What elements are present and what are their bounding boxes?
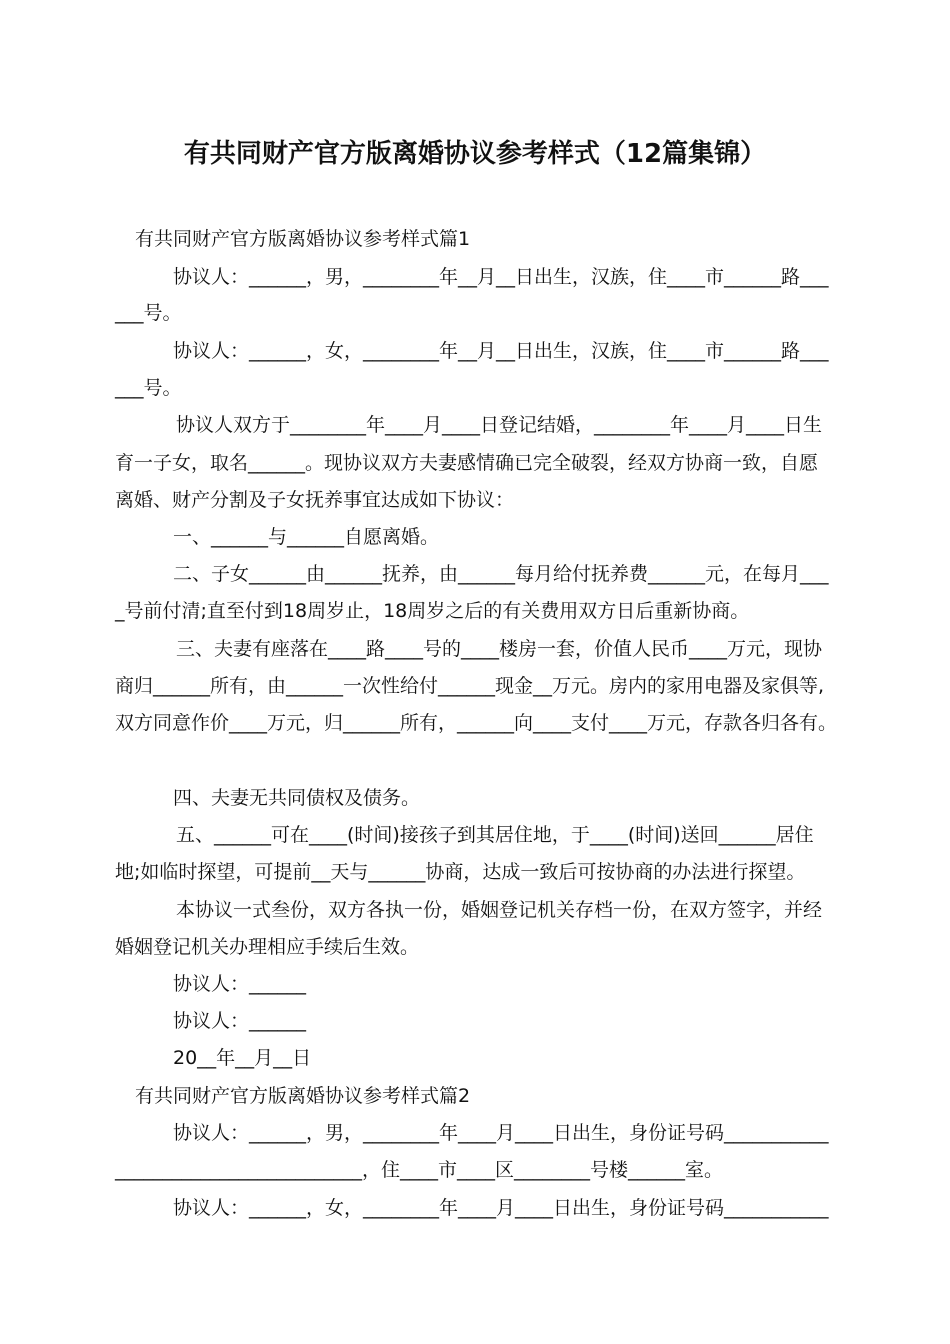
s1-item2-line2: _号前付清;直至付到18周岁止，18周岁之后的有关费用双方日后重新协商。	[115, 600, 750, 622]
s1-item1: 一、______与______自愿离婚。	[173, 526, 440, 548]
s1-date: 20__年__月__日	[173, 1047, 312, 1069]
s1-item5-line2: 地;如临时探望，可提前__天与______协商，达成一致后可按协商的办法进行探望。	[115, 861, 806, 883]
s1-intro-line1: 协议人双方于________年____月____日登记结婚，________年____月____日生	[176, 414, 823, 436]
s2-party1-line1: 协议人：______，男，________年____月____日出生，身份证号码___________	[173, 1122, 829, 1144]
s1-intro-line3: 离婚、财产分割及子女抚养事宜达成如下协议：	[115, 489, 515, 511]
s1-item3-line1: 三、夫妻有座落在____路____号的____楼房一套，价值人民币____万元，现协	[176, 638, 823, 660]
s1-item5-line1: 五、______可在____(时间)接孩子到其居住地，于____(时间)送回______居住	[176, 824, 814, 846]
s1-intro-line2: 育一子女，取名______。现协议双方夫妻感情确已完全破裂，经双方协商一致，自愿	[115, 452, 819, 474]
s1-item4: 四、夫妻无共同债权及债务。	[173, 787, 421, 809]
s1-item3-line3: 双方同意作价____万元，归______所有，______向____支付____万元，存款各归各有。	[115, 712, 838, 734]
section1-heading: 有共同财产官方版离婚协议参考样式篇1	[135, 228, 471, 250]
section2-heading: 有共同财产官方版离婚协议参考样式篇2	[135, 1085, 471, 1107]
s2-party1-line2: __________________________，住____市____区________号楼______室。	[115, 1159, 724, 1181]
s1-party1-line1: 协议人：______，男，________年__月__日出生，汉族，住____市______路___	[173, 266, 829, 288]
s1-party2-line1: 协议人：______，女，________年__月__日出生，汉族，住____市______路___	[173, 340, 829, 362]
s1-closing-line1: 本协议一式叁份，双方各执一份，婚姻登记机关存档一份，在双方签字，并经	[176, 899, 823, 921]
s1-item2-line1: 二、子女______由______抚养，由______每月给付抚养费______元，在每月___	[173, 563, 829, 585]
s1-closing-line2: 婚姻登记机关办理相应手续后生效。	[115, 936, 420, 958]
s1-party2-line2: ___号。	[115, 377, 182, 399]
s1-signature-2: 协议人：______	[173, 1010, 307, 1032]
s1-party1-line2: ___号。	[115, 302, 182, 324]
s1-signature-1: 协议人：______	[173, 973, 307, 995]
s1-item3-line2: 商归______所有，由______一次性给付______现金__万元。房内的家用电器及家俱等,	[115, 675, 825, 697]
s2-party2-line1: 协议人：______，女，________年____月____日出生，身份证号码___________	[173, 1197, 829, 1219]
document-title: 有共同财产官方版离婚协议参考样式（12篇集锦）	[183, 139, 767, 169]
